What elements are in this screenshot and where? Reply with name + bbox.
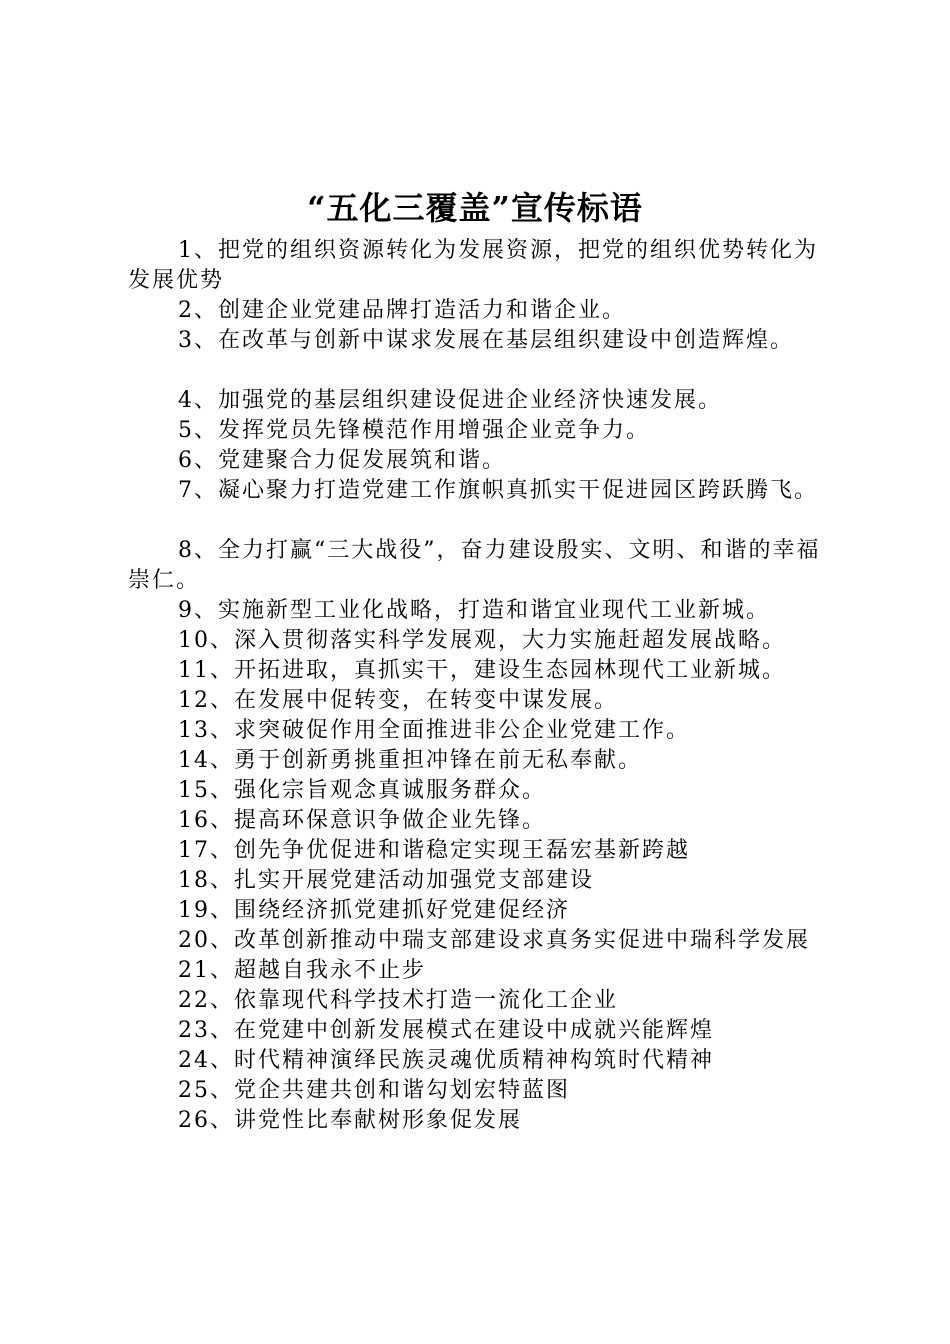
slogan-item: 18、扎实开展党建活动加强党支部建设: [178, 868, 594, 893]
slogan-list: [128, 236, 838, 1136]
slogan-item: 15、强化宗旨观念真诚服务群众。: [178, 778, 546, 803]
slogan-item: 3、在改革与创新中谋求发展在基层组织建设中创造辉煌。: [178, 328, 794, 353]
slogan-item: 20、改革创新推动中瑞支部建设求真务实促进中瑞科学发展: [178, 928, 810, 953]
slogan-item: 22、依靠现代科学技术打造一流化工企业: [178, 988, 618, 1013]
slogan-item: 16、提高环保意识争做企业先锋。: [178, 808, 546, 833]
slogan-item: 17、创先争优促进和谐稳定实现王磊宏基新跨越: [178, 838, 690, 863]
slogan-item: 4、加强党的基层组织建设促进企业经济快速发展。: [178, 388, 722, 413]
slogan-item: 5、发挥党员先锋模范作用增强企业竞争力。: [178, 418, 650, 443]
document-title: “五化三覆盖”宣传标语: [307, 189, 643, 227]
slogan-item: 9、实施新型工业化战略，打造和谐宜业现代工业新城。: [178, 598, 770, 623]
slogan-item: 6、党建聚合力促发展筑和谐。: [178, 448, 506, 473]
slogan-item: 13、求突破促作用全面推进非公企业党建工作。: [178, 718, 690, 743]
paragraph-gap: [128, 356, 838, 386]
slogan-item: 12、在发展中促转变，在转变中谋发展。: [178, 688, 618, 713]
paragraph-gap: [128, 506, 838, 536]
slogan-item: 23、在党建中创新发展模式在建设中成就兴能辉煌: [178, 1018, 714, 1043]
slogan-item: 21、超越自我永不止步: [178, 958, 426, 983]
slogan-item: 1、把党的组织资源转化为发展资源，把党的组织优势转化为发展优势: [128, 238, 818, 293]
slogan-item: 25、党企共建共创和谐勾划宏特蓝图: [178, 1078, 570, 1103]
slogan-item: 2、创建企业党建品牌打造活力和谐企业。: [178, 298, 626, 323]
slogan-item: 14、勇于创新勇挑重担冲锋在前无私奉献。: [178, 748, 642, 773]
slogan-item: 19、围绕经济抓党建抓好党建促经济: [178, 898, 570, 923]
slogan-item: 8、全力打赢“三大战役”，奋力建设殷实、文明、和谐的幸福崇仁。: [128, 538, 821, 593]
slogan-item: 26、讲党性比奉献树形象促发展: [178, 1108, 522, 1133]
slogan-item: 7、凝心聚力打造党建工作旗帜真抓实干促进园区跨跃腾飞。: [178, 478, 818, 503]
slogan-item: 24、时代精神演绎民族灵魂优质精神构筑时代精神: [178, 1048, 714, 1073]
slogan-item: 11、开拓进取，真抓实干，建设生态园林现代工业新城。: [178, 658, 786, 683]
slogan-item: 10、深入贯彻落实科学发展观，大力实施赶超发展战略。: [178, 628, 786, 653]
